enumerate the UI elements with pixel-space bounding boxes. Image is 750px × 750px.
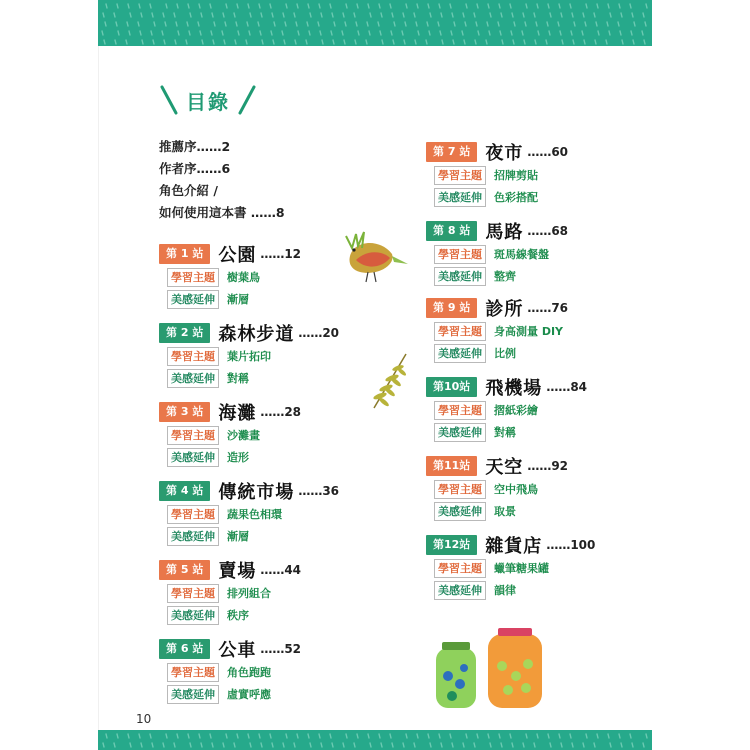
extension-value: 造形 (227, 451, 249, 464)
extension-label: 美感延伸 (434, 267, 486, 286)
station-badge: 第 4 站 (159, 481, 210, 501)
top-banner (98, 0, 652, 46)
station-page-number: ……52 (260, 642, 302, 656)
extension-value: 漸層 (227, 293, 249, 306)
station-badge: 第 7 站 (426, 142, 477, 162)
theme-value: 葉片拓印 (227, 350, 271, 363)
station-badge: 第10站 (426, 377, 477, 397)
station-badge: 第 2 站 (159, 323, 210, 343)
station-badge: 第 5 站 (159, 560, 210, 580)
extension-label: 美感延伸 (167, 369, 219, 388)
station-entry[interactable] (426, 219, 568, 287)
extension-label: 美感延伸 (167, 685, 219, 704)
theme-label: 學習主題 (434, 559, 486, 578)
station-badge: 第 1 站 (159, 244, 210, 264)
intro-item[interactable]: 如何使用這本書 ……8 (159, 205, 285, 220)
theme-label: 學習主題 (167, 584, 219, 603)
station-name: 飛機場 (485, 378, 543, 399)
station-name: 傳統市場 (218, 482, 295, 503)
station-entry[interactable] (426, 375, 587, 443)
theme-value: 角色跑跑 (227, 666, 271, 679)
extension-value: 對稱 (494, 426, 516, 439)
station-page-number: ……28 (260, 405, 302, 419)
station-name: 天空 (485, 457, 524, 478)
station-badge: 第 3 站 (159, 402, 210, 422)
intro-list (159, 136, 285, 224)
fern-leaf-illustration-icon (368, 350, 410, 410)
banner-pattern-icon (98, 730, 652, 750)
station-page-number: ……76 (527, 301, 569, 315)
station-name: 雜貨店 (485, 536, 543, 557)
theme-value: 蔬果色相環 (227, 508, 282, 521)
extension-label: 美感延伸 (167, 290, 219, 309)
page-number: 10 (136, 712, 152, 726)
station-page-number: ……44 (260, 563, 302, 577)
extension-value: 對稱 (227, 372, 249, 385)
theme-value: 身高測量 DIY (494, 325, 564, 338)
extension-value: 秩序 (227, 609, 249, 622)
station-entry[interactable] (426, 140, 568, 208)
station-page-number: ……20 (298, 326, 340, 340)
station-entry[interactable] (159, 637, 301, 705)
extension-value: 整齊 (494, 270, 516, 283)
candy-jars-illustration-icon (430, 624, 550, 714)
extension-label: 美感延伸 (434, 344, 486, 363)
station-name: 公園 (218, 245, 257, 266)
station-page-number: ……84 (546, 380, 588, 394)
extension-value: 比例 (494, 347, 516, 360)
station-page-number: ……100 (546, 538, 596, 552)
theme-label: 學習主題 (434, 245, 486, 264)
station-page-number: ……12 (260, 247, 302, 261)
extension-value: 漸層 (227, 530, 249, 543)
station-badge: 第12站 (426, 535, 477, 555)
station-badge: 第 8 站 (426, 221, 477, 241)
intro-item[interactable]: 作者序……6 (159, 161, 231, 176)
theme-label: 學習主題 (167, 347, 219, 366)
theme-label: 學習主題 (167, 426, 219, 445)
theme-value: 招牌剪貼 (494, 169, 538, 182)
station-page-number: ……36 (298, 484, 340, 498)
theme-label: 學習主題 (434, 322, 486, 341)
bottom-banner (98, 730, 652, 750)
station-page-number: ……60 (527, 145, 569, 159)
theme-value: 空中飛鳥 (494, 483, 538, 496)
extension-value: 韻律 (494, 584, 516, 597)
theme-value: 摺紙彩繪 (494, 404, 538, 417)
theme-value: 沙灘畫 (227, 429, 260, 442)
station-entry[interactable] (426, 454, 568, 522)
leaf-bird-illustration-icon (336, 226, 410, 286)
extension-value: 虛實呼應 (227, 688, 271, 701)
extension-label: 美感延伸 (434, 188, 486, 207)
station-entry[interactable] (426, 296, 568, 364)
theme-label: 學習主題 (167, 505, 219, 524)
station-entry[interactable] (159, 400, 301, 468)
station-entry[interactable] (159, 558, 301, 626)
station-name: 馬路 (485, 222, 524, 243)
theme-label: 學習主題 (167, 268, 219, 287)
intro-item[interactable]: 推薦序……2 (159, 139, 231, 154)
extension-label: 美感延伸 (434, 581, 486, 600)
intro-item[interactable]: 角色介紹 / (159, 183, 218, 198)
theme-value: 斑馬線餐盤 (494, 248, 549, 261)
theme-label: 學習主題 (434, 480, 486, 499)
banner-pattern-icon (98, 0, 652, 46)
station-name: 夜市 (485, 143, 524, 164)
theme-value: 蠟筆糖果罐 (494, 562, 549, 575)
station-name: 森林步道 (218, 324, 295, 345)
station-badge: 第 6 站 (159, 639, 210, 659)
station-page-number: ……68 (527, 224, 569, 238)
station-name: 診所 (485, 299, 524, 320)
station-badge: 第 9 站 (426, 298, 477, 318)
title-text: 目錄 (186, 89, 230, 114)
theme-label: 學習主題 (434, 166, 486, 185)
page-title (158, 83, 258, 117)
extension-label: 美感延伸 (434, 423, 486, 442)
station-name: 海灘 (218, 403, 257, 424)
backslash-decoration-icon (158, 85, 180, 115)
theme-value: 排列組合 (227, 587, 271, 600)
theme-label: 學習主題 (167, 663, 219, 682)
extension-value: 取景 (494, 505, 516, 518)
extension-label: 美感延伸 (434, 502, 486, 521)
page-edge (98, 0, 99, 750)
extension-label: 美感延伸 (167, 527, 219, 546)
station-entry[interactable] (426, 533, 595, 601)
station-name: 公車 (218, 640, 257, 661)
station-badge: 第11站 (426, 456, 477, 476)
slash-decoration-icon (236, 85, 258, 115)
station-entry[interactable] (159, 321, 339, 389)
extension-label: 美感延伸 (167, 448, 219, 467)
extension-label: 美感延伸 (167, 606, 219, 625)
theme-value: 樹葉鳥 (227, 271, 260, 284)
station-entry[interactable] (159, 242, 301, 310)
theme-label: 學習主題 (434, 401, 486, 420)
station-entry[interactable] (159, 479, 339, 547)
station-page-number: ……92 (527, 459, 569, 473)
extension-value: 色彩搭配 (494, 191, 538, 204)
station-name: 賣場 (218, 561, 257, 582)
